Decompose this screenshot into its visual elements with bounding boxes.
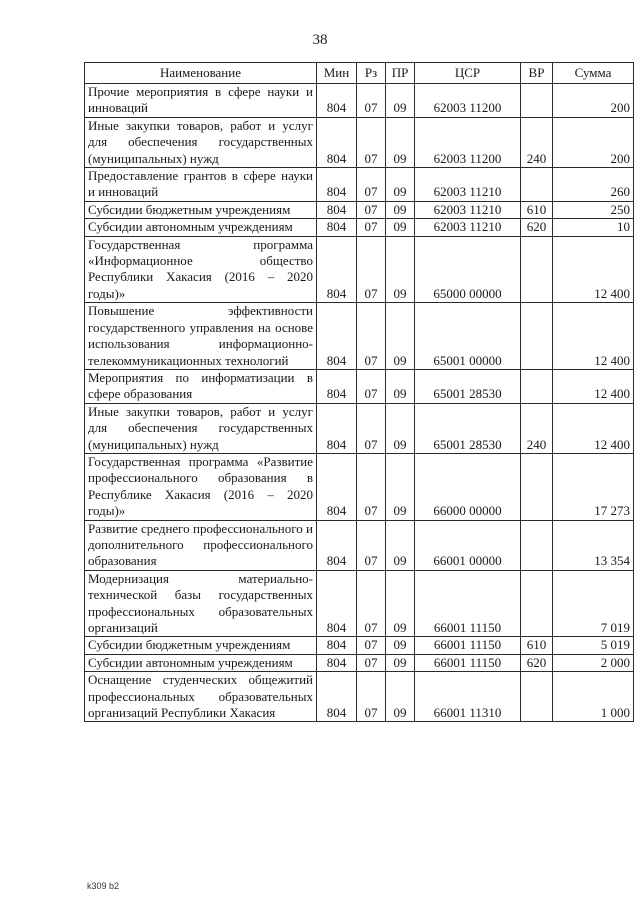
cell-name: Государственная программа «Развитие профессионального образования в Республике Хакасия (2016 – 2020 годы)» (85, 453, 317, 520)
cell-min: 804 (317, 236, 357, 303)
cell-rz: 07 (357, 168, 386, 202)
cell-rz: 07 (357, 403, 386, 453)
cell-csr: 65001 28530 (415, 369, 521, 403)
table-row (85, 453, 634, 520)
table-row (85, 637, 634, 654)
cell-csr: 62003 11210 (415, 168, 521, 202)
cell-csr: 62003 11200 (415, 117, 521, 167)
cell-min: 804 (317, 117, 357, 167)
cell-name: Государственная программа «Информационное общество Республики Хакасия (2016 – 2020 годы)» (85, 236, 317, 303)
cell-sum: 260 (553, 168, 634, 202)
header-csr: ЦСР (415, 63, 521, 84)
cell-pr: 09 (386, 117, 415, 167)
cell-sum: 10 (553, 219, 634, 236)
cell-vr (521, 520, 553, 570)
cell-min: 804 (317, 672, 357, 722)
cell-sum: 250 (553, 201, 634, 218)
cell-vr: 620 (521, 654, 553, 671)
cell-min: 804 (317, 570, 357, 637)
cell-vr: 240 (521, 117, 553, 167)
cell-pr: 09 (386, 637, 415, 654)
cell-name: Оснащение студенческих общежитий профессиональных образовательных организаций Республики Хакасия (85, 672, 317, 722)
cell-vr: 620 (521, 219, 553, 236)
cell-sum: 2 000 (553, 654, 634, 671)
cell-sum: 17 273 (553, 453, 634, 520)
cell-rz: 07 (357, 84, 386, 118)
cell-csr: 62003 11210 (415, 219, 521, 236)
cell-sum: 12 400 (553, 236, 634, 303)
header-vr: ВР (521, 63, 553, 84)
cell-sum: 13 354 (553, 520, 634, 570)
header-sum: Сумма (553, 63, 634, 84)
cell-rz: 07 (357, 520, 386, 570)
cell-pr: 09 (386, 168, 415, 202)
cell-name: Субсидии автономным учреждениям (85, 654, 317, 671)
cell-rz: 07 (357, 219, 386, 236)
cell-min: 804 (317, 453, 357, 520)
cell-pr: 09 (386, 201, 415, 218)
cell-pr: 09 (386, 453, 415, 520)
header-pr: ПР (386, 63, 415, 84)
cell-rz: 07 (357, 236, 386, 303)
header-name: Наименование (85, 63, 317, 84)
cell-pr: 09 (386, 520, 415, 570)
budget-table (84, 62, 634, 722)
cell-min: 804 (317, 369, 357, 403)
cell-name: Предоставление грантов в сфере науки и инноваций (85, 168, 317, 202)
cell-min: 804 (317, 219, 357, 236)
header-rz: Рз (357, 63, 386, 84)
cell-vr (521, 672, 553, 722)
cell-rz: 07 (357, 654, 386, 671)
cell-vr (521, 303, 553, 370)
cell-pr: 09 (386, 303, 415, 370)
cell-sum: 12 400 (553, 369, 634, 403)
table-row (85, 201, 634, 218)
cell-rz: 07 (357, 570, 386, 637)
cell-sum: 12 400 (553, 303, 634, 370)
cell-csr: 62003 11200 (415, 84, 521, 118)
cell-pr: 09 (386, 403, 415, 453)
cell-name: Иные закупки товаров, работ и услуг для обеспечения государственных (муниципальных) нужд (85, 403, 317, 453)
cell-name: Мероприятия по информатизации в сфере образования (85, 369, 317, 403)
cell-pr: 09 (386, 236, 415, 303)
cell-min: 804 (317, 637, 357, 654)
table-row (85, 654, 634, 671)
cell-vr: 610 (521, 201, 553, 218)
page-number: 38 (312, 32, 328, 48)
table-row (85, 219, 634, 236)
cell-rz: 07 (357, 369, 386, 403)
cell-min: 804 (317, 168, 357, 202)
cell-rz: 07 (357, 201, 386, 218)
cell-rz: 07 (357, 637, 386, 654)
cell-name: Развитие среднего профессионального и дополнительного профессионального образования (85, 520, 317, 570)
table-header-row (85, 63, 634, 84)
cell-csr: 62003 11210 (415, 201, 521, 218)
cell-vr (521, 168, 553, 202)
cell-vr (521, 453, 553, 520)
table-row (85, 369, 634, 403)
table-row (85, 672, 634, 722)
cell-name: Субсидии бюджетным учреждениям (85, 637, 317, 654)
cell-vr (521, 369, 553, 403)
cell-sum: 200 (553, 117, 634, 167)
cell-sum: 200 (553, 84, 634, 118)
cell-pr: 09 (386, 84, 415, 118)
cell-vr (521, 570, 553, 637)
cell-vr (521, 236, 553, 303)
cell-pr: 09 (386, 219, 415, 236)
cell-pr: 09 (386, 570, 415, 637)
cell-csr: 66001 11150 (415, 637, 521, 654)
table-row (85, 520, 634, 570)
table-row (85, 303, 634, 370)
cell-min: 804 (317, 303, 357, 370)
cell-csr: 65001 28530 (415, 403, 521, 453)
cell-min: 804 (317, 654, 357, 671)
footer-code: k309 b2 (87, 881, 120, 891)
cell-name: Иные закупки товаров, работ и услуг для обеспечения государственных (муниципальных) нужд (85, 117, 317, 167)
header-min: Мин (317, 63, 357, 84)
cell-csr: 66001 00000 (415, 520, 521, 570)
cell-rz: 07 (357, 672, 386, 722)
table-row (85, 403, 634, 453)
cell-csr: 66001 11150 (415, 570, 521, 637)
table-row (85, 84, 634, 118)
cell-rz: 07 (357, 303, 386, 370)
cell-csr: 66000 00000 (415, 453, 521, 520)
cell-sum: 1 000 (553, 672, 634, 722)
cell-min: 804 (317, 84, 357, 118)
cell-csr: 66001 11150 (415, 654, 521, 671)
cell-name: Прочие мероприятия в сфере науки и инноваций (85, 84, 317, 118)
cell-sum: 12 400 (553, 403, 634, 453)
table-row (85, 236, 634, 303)
cell-csr: 66001 11310 (415, 672, 521, 722)
cell-vr: 240 (521, 403, 553, 453)
cell-name: Субсидии автономным учреждениям (85, 219, 317, 236)
cell-sum: 7 019 (553, 570, 634, 637)
cell-name: Субсидии бюджетным учреждениям (85, 201, 317, 218)
table-row (85, 570, 634, 637)
cell-vr (521, 84, 553, 118)
cell-min: 804 (317, 520, 357, 570)
cell-min: 804 (317, 403, 357, 453)
cell-min: 804 (317, 201, 357, 218)
cell-csr: 65000 00000 (415, 236, 521, 303)
cell-pr: 09 (386, 654, 415, 671)
cell-rz: 07 (357, 453, 386, 520)
table-row (85, 168, 634, 202)
cell-sum: 5 019 (553, 637, 634, 654)
cell-vr: 610 (521, 637, 553, 654)
cell-rz: 07 (357, 117, 386, 167)
cell-name: Повышение эффективности государственного управления на основе использования информационно-телекоммуникационных технологий (85, 303, 317, 370)
cell-csr: 65001 00000 (415, 303, 521, 370)
cell-name: Модернизация материально-технической базы государственных профессиональных образовательных организаций (85, 570, 317, 637)
table-row (85, 117, 634, 167)
cell-pr: 09 (386, 672, 415, 722)
cell-pr: 09 (386, 369, 415, 403)
